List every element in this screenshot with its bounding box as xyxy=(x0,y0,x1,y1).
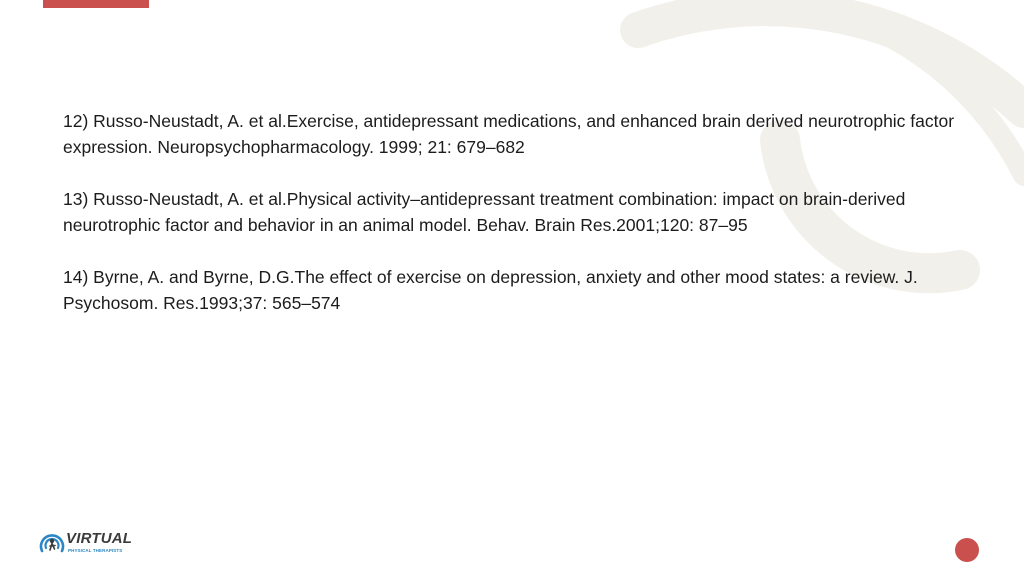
company-logo xyxy=(38,529,138,559)
reference-14: 14) Byrne, A. and Byrne, D.G.The effect of exercise on depression, anxiety and other mood states: a review. J. Psychosom. Res.1993;37: 565–574 xyxy=(63,267,918,313)
page-indicator-dot xyxy=(955,538,979,562)
virtual-pt-logo-icon xyxy=(38,529,66,559)
reference-list xyxy=(63,108,963,342)
reference-13: 13) Russo-Neustadt, A. et al.Physical activity–antidepressant treatment combination: impact on brain-derived neurotrophic factor and behavior in an animal model. Behav. Brain Res.2001;120: 87–95 xyxy=(63,189,906,235)
logo-tagline: PHYSICAL THERAPISTS xyxy=(68,548,123,553)
logo-wordmark: VIRTUAL xyxy=(66,530,133,547)
reference-12: 12) Russo-Neustadt, A. et al.Exercise, antidepressant medications, and enhanced brain derived neurotrophic factor expression. Neuropsychopharmacology. 1999; 21: 679–682 xyxy=(63,111,955,157)
